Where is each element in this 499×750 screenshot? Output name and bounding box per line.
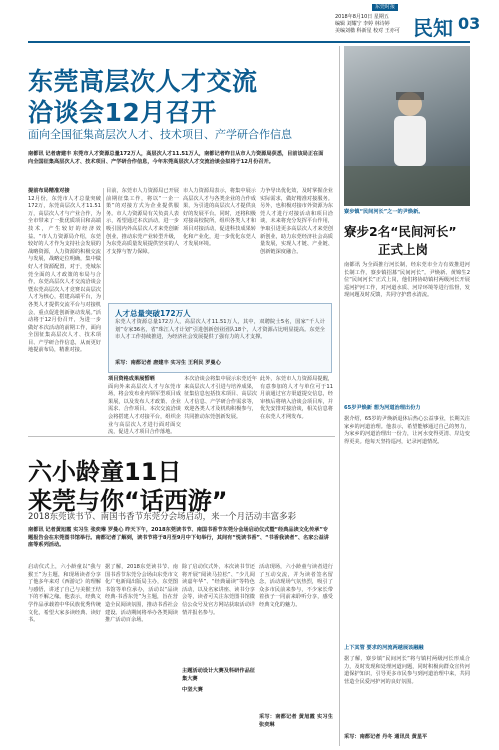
masthead-rule [28,41,470,43]
section-title: 民知 [413,16,453,40]
infobox-byline: 采写：南都记者 唐建丰 实习生 王利民 罗曼心 [115,360,221,366]
story1b-head: 项目资格成果展暂晒 [108,376,155,382]
masthead-editors-1: 编辑 刘耀宁 李婷 林诗婷 [335,21,390,27]
story1b-col2: 本次洽谈会将集中展示东莞近年来高层次人才引进与培养成果，征集信息包括技术项目、高层次人才信息、产学研合作需求等，欢迎各类人才及机构积极参与，共同推动东莞创新发展。 [184,376,257,420]
story2-title-line1: 六小龄童11日 [28,458,182,486]
story1-col1-text: 12月份，东莞市人才总量突破172万，东莞高层次人才11.51万，高层次人才与产业合作，为全市带来了一批优质项目和高端技术，产生较好的经济效益。“市人力资源局介绍，东莞较好的人才作为支持社会发展的战略资源，人力资源的积极交流与发展，战略定位明确，集中做好人才资源配置，对于，莞城东莞全面的人才政策的布局与合作，东莞高层次人才交流洽谈会暨东莞高层次人才竞赛以高层次人才为核心，搭建高端平台，为各类人才提供交流平台与对接机会，重点促进创新驱动发展。”活动将于12月份召开，为进一步做好本次活动的前期工作，面向全国征集高层次人才、技术项目、产学研合作信息，从而更好地提前布局，精准对接。 [28,195,101,354]
story1-title-line2: 洽谈会12月召开 [28,98,217,127]
masthead [0,0,499,42]
story2-col3 [182,564,255,740]
story1b-col1 [108,376,181,436]
photo-caption: 寮步镇“民间河长”之一的尹焕新。 [344,209,424,215]
story2-col4-text: 活动现场，六小龄童与读者进行了互动交流，并为读者签名留念，活动现场气氛热烈，吸引了众多市民前来参与，不少家长带着孩子一同前来聆听分享，感受经典文化的魅力。 [259,564,333,608]
infobox-title: 人才总量突破172万人 [115,309,191,318]
story2-col2: 据了解，2018东莞读书节、南国书香节东莞分会场由东莞市文化广电新闻出版局主办，东莞图书馆等单位承办，活动以“品读经典·书香东莞”为主题，旨在营造全民阅读氛围，推动书香社会建设。活动期间将举办各类阅读推广活动百余场。 [105,564,178,624]
story2-title-line2: 来莞与你“话西游” [28,487,228,515]
story2-col3-text: 除了启动仪式外，本次读书节还将开展“阅读马拉松”、“少儿阅读嘉年华”、“经典诵读”等特色活动，以及名家讲座、读书分享会等，读者可关注东莞图书馆微信公众号及官方网站获取活动详情并报名参与。 [182,564,255,616]
divider [103,188,104,300]
right-text-2: 据介绍，65岁的尹焕新退休后热心公益事业，长期关注家乡的河道治理。他表示，希望能够通过自己的努力，为家乡的河道治理出一份力，让河水变得更清、岸边变得更美。他每天坚持巡河，记录河道情况。 [344,416,470,445]
photo-figure-icon [344,46,470,206]
right-byline: 采写：南都记者 丹冬 通讯员 黄星平 [344,734,428,740]
story2-col4 [259,564,333,740]
right-subhead-2: 上下其管 要求的河流两越展该融融 [344,645,424,651]
story1b-text: 面向外来高层次人才与东莞市场，将会发布业内领军型项目成果展，以及发布人才政策、企业需求、合作项目。本次交流洽谈会将搭建人才对接平台，组织企业与高层次人才进行面对面交流，促进人才项目合作落地。 [108,383,181,436]
story1-subtitle: 面向全国征集高层次人才、技术项目、产学研合作信息 [28,128,292,141]
story1-col3: 市人力资源局表示，将集中展示高层次人才与各类企业的合作成果，为引进的高层次人才提供良好的发展平台。同时，还将积极对接高校院所，组织各类人才和项目对接活动，促进科技成果转化和产业化，进一步优化东莞人才发展环境。 [183,188,256,248]
infobox-text: 东莞人才资源总量172万人，高层次人才11.51万人，其中，双聘院士5名，国家“千人计划”专家36名，省“珠江人才计划”引进创新创业团队18个，人才资源占比明显提高。东莞全市人才工作持续推进，为经济社会发展提供了强有力的人才支撑。 [115,319,325,341]
page-number: 03 [458,14,481,33]
right-title-line2: 正式上岗 [378,242,429,257]
divider [28,436,335,437]
river-guardian-photo [344,46,470,206]
infobox [108,303,332,373]
masthead-editors-2: 美编刘楹 科新星 校对 王亦可 [335,28,400,34]
story1-col2: 目前，东莞市人力资源局已开展前期征集工作，将以“一企一策”的对接方式为企业提供服务。市人力资源局有关负责人表示，希望通过本次活动，进一步吸引国内外高层次人才来莞创新创业，推动东莞产业转型升级，为东莞高质量发展提供坚实的人才支撑与智力保障。 [106,188,179,255]
story1-col4: 力争导出优化效，及时掌握企业实际需求，做好精准对接服务。另外，也积极对接市外资源为东莞人才进行对接活动和项目洽谈，未来将充分发挥平台作用，争取引进更多高层次人才来莞创新创业，助力东莞经济社会高质量发展，实现人才链、产业链、创新链深度融合。 [260,188,333,255]
story1-lead: 南都讯 记者唐建丰 东莞市人才资源总量172万人，高层次人才11.51万人，南都记者昨日从市人力资源局获悉，目前该局正在面向全国征集高层次人才、技术项目、产学研合作信息，今年东莞高层次人才交流洽谈会拟将于12月份召开。 [28,151,324,165]
right-title-line1: 寮步2名“民间河长” [344,224,457,239]
right-text-3: 据了解，寮步镇“民间河长”将与镇村两级河长形成合力，及时发现和处理河道问题，同时积极向群众宣传河道保护知识，引导更多市民参与到河道治理中来，共同营造全民爱河护河的良好氛围。 [344,656,470,685]
story2-subtitle: 2018东莞读书节、南国书香节东莞分会场启动，来一个月活动丰富多彩 [28,512,297,522]
story2-subhead-contest: 主题活动设计大赛及科研作品征集大赛 [182,668,255,682]
masthead-date: 2018年8月10日 星期五 [335,14,389,20]
story2-col1: 启动仪式上，六小龄童以“我与猴王”为主题，和现场读者分享了他多年来对《西游记》的理解与感悟，讲述了自己与美猴王结下的不解之缘。他表示，经典文学作品承载着中华民族优秀传统文化，希望大家多读经典、读好书。 [28,564,101,624]
story2-subhead-final: 中坚大赛 [182,687,203,694]
story2-byline: 采写：南都记者 黄旭霞 实习生 张奕琳 [259,714,333,728]
story2-lead: 南都讯 记者黄旭霞 实习生 张奕琳 罗曼心 昨天下午，2018东莞读书节、南国书香节东莞分会场启动仪式暨“经典品读文化传承”专题报告会在东莞图书馆举行。南都记者了解到，读书节将于8月至9月中下旬举行，其间有“悦读书香”、“书香我读者”、名家公益讲座等系列活动。 [28,527,329,549]
masthead-tag: 东莞时报 [372,4,398,11]
story1b-col3: 此外，东莞市人力资源局提醒，有意参加的人才与单位可于11月前通过官方渠道提交信息，经审核后将纳入洽谈会项目库，并优先安排对接洽谈，相关信息将在东莞人才网发布。 [260,376,333,420]
right-lead: 南都讯 为全面推行河长制，经东莞市全力有效推进河长制工作，寮步镇招募“民间河长”。尹焕新、黄锦生2位“民间河长”正式上岗，他们将协助镇村两级河长开展巡河护河工作，对河道水质、河岸环境等进行监督，发现问题及时反馈，共同守护碧水清流。 [344,262,470,299]
story1-col1-head: 提前布局精准对接 [28,188,70,194]
story1-col1 [28,188,101,420]
right-subhead-1: 65岁尹焕新 想为河道治理出份力 [344,405,421,411]
story1-title-line1: 东莞高层次人才交流 [28,67,258,96]
divider [339,46,340,746]
